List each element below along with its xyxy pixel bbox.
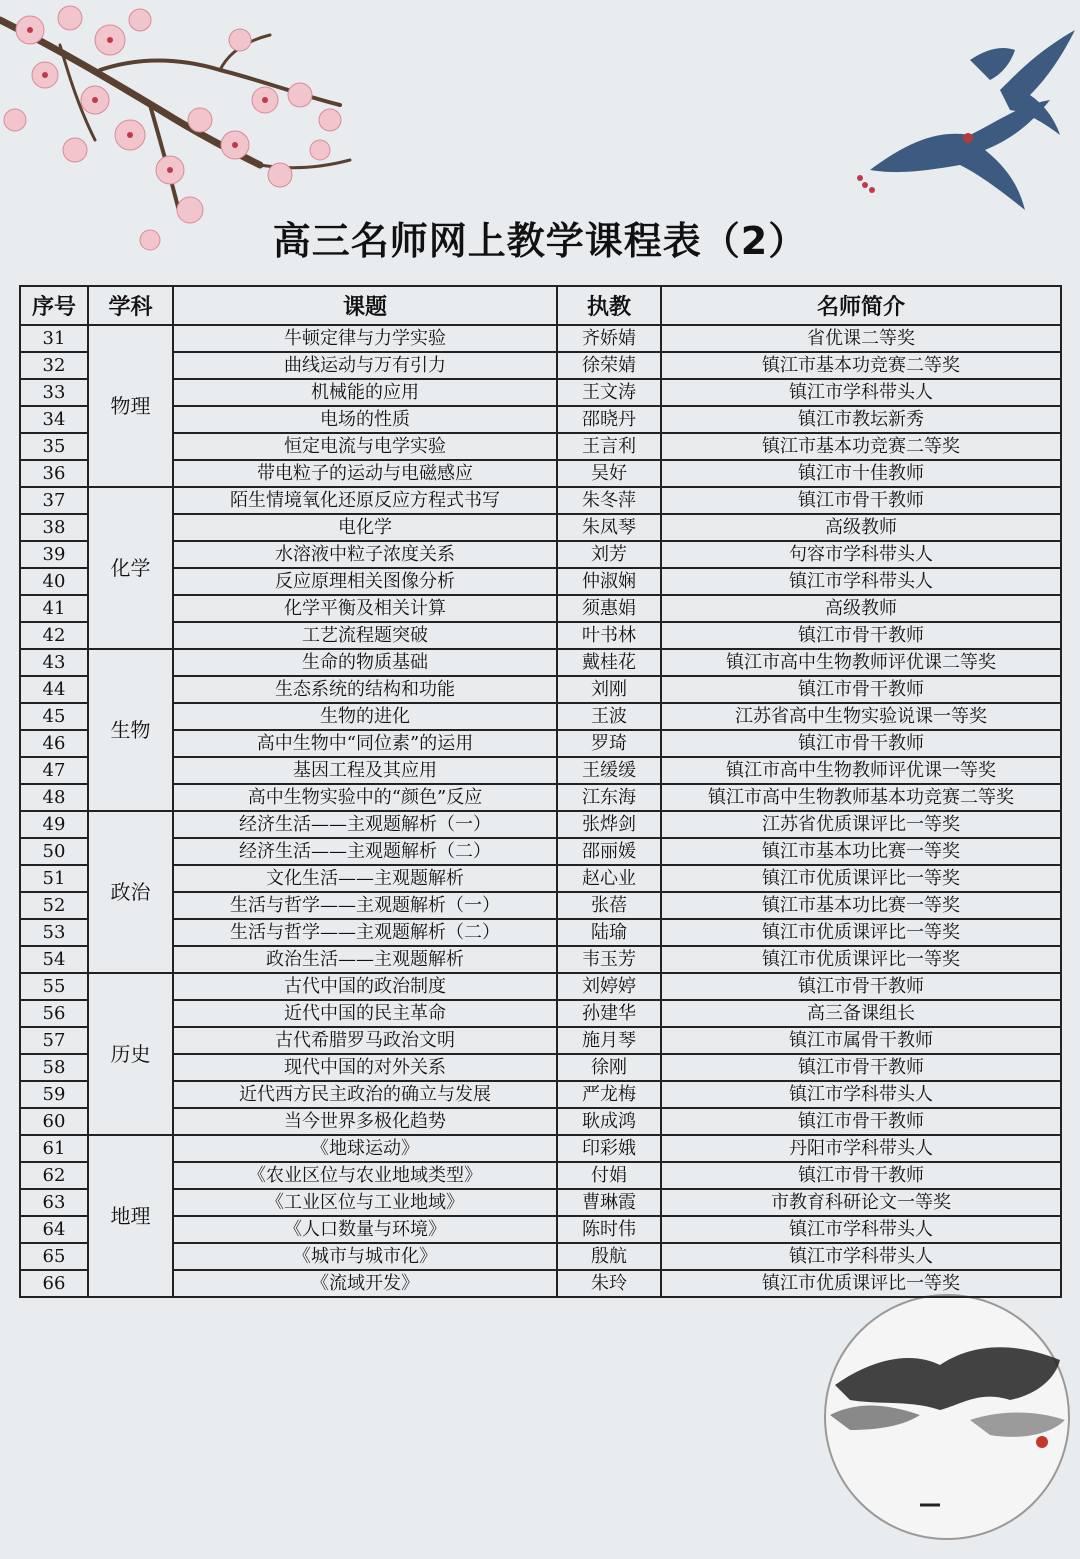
row-number: 38 xyxy=(20,514,88,541)
subject-cell: 生物 xyxy=(88,649,173,811)
teacher-cell: 付娟 xyxy=(557,1162,661,1189)
row-number: 48 xyxy=(20,784,88,811)
table-row xyxy=(20,406,1061,433)
table-row xyxy=(20,649,1061,676)
row-number: 50 xyxy=(20,838,88,865)
header-intro: 名师简介 xyxy=(661,286,1061,325)
teacher-cell: 刘芳 xyxy=(557,541,661,568)
intro-cell: 镇江市骨干教师 xyxy=(661,487,1061,514)
intro-cell: 江苏省优质课评比一等奖 xyxy=(661,811,1061,838)
row-number: 46 xyxy=(20,730,88,757)
intro-cell: 镇江市骨干教师 xyxy=(661,1108,1061,1135)
row-number: 44 xyxy=(20,676,88,703)
subject-cell: 化学 xyxy=(88,487,173,649)
topic-cell: 高中生物实验中的“颜色”反应 xyxy=(173,784,557,811)
topic-cell: 《流域开发》 xyxy=(173,1270,557,1297)
topic-cell: 机械能的应用 xyxy=(173,379,557,406)
intro-cell: 镇江市骨干教师 xyxy=(661,1054,1061,1081)
intro-cell: 镇江市优质课评比一等奖 xyxy=(661,946,1061,973)
table-row xyxy=(20,1216,1061,1243)
row-number: 37 xyxy=(20,487,88,514)
row-number: 56 xyxy=(20,1000,88,1027)
topic-cell: 生命的物质基础 xyxy=(173,649,557,676)
row-number: 63 xyxy=(20,1189,88,1216)
row-number: 36 xyxy=(20,460,88,487)
row-number: 49 xyxy=(20,811,88,838)
intro-cell: 句容市学科带头人 xyxy=(661,541,1061,568)
teacher-cell: 张蓓 xyxy=(557,892,661,919)
topic-cell: 水溶液中粒子浓度关系 xyxy=(173,541,557,568)
table-row xyxy=(20,811,1061,838)
teacher-cell: 王言利 xyxy=(557,433,661,460)
teacher-cell: 赵心业 xyxy=(557,865,661,892)
intro-cell: 镇江市高中生物教师评优课一等奖 xyxy=(661,757,1061,784)
table-row xyxy=(20,973,1061,1000)
teacher-cell: 罗琦 xyxy=(557,730,661,757)
topic-cell: 生态系统的结构和功能 xyxy=(173,676,557,703)
intro-cell: 镇江市教坛新秀 xyxy=(661,406,1061,433)
teacher-cell: 徐刚 xyxy=(557,1054,661,1081)
table-row xyxy=(20,433,1061,460)
topic-cell: 《农业区位与农业地域类型》 xyxy=(173,1162,557,1189)
row-number: 33 xyxy=(20,379,88,406)
intro-cell: 镇江市十佳教师 xyxy=(661,460,1061,487)
page-title: 高三名师网上教学课程表（2） xyxy=(272,219,808,263)
table-row xyxy=(20,1081,1061,1108)
topic-cell: 基因工程及其应用 xyxy=(173,757,557,784)
table-row xyxy=(20,487,1061,514)
topic-cell: 古代希腊罗马政治文明 xyxy=(173,1027,557,1054)
teacher-cell: 严龙梅 xyxy=(557,1081,661,1108)
topic-cell: 《人口数量与环境》 xyxy=(173,1216,557,1243)
table-row xyxy=(20,703,1061,730)
teacher-cell: 吴好 xyxy=(557,460,661,487)
table-row xyxy=(20,1270,1061,1297)
teacher-cell: 王波 xyxy=(557,703,661,730)
header-subject: 学科 xyxy=(88,286,173,325)
intro-cell: 镇江市学科带头人 xyxy=(661,568,1061,595)
row-number: 60 xyxy=(20,1108,88,1135)
table-row xyxy=(20,352,1061,379)
row-number: 59 xyxy=(20,1081,88,1108)
intro-cell: 镇江市骨干教师 xyxy=(661,622,1061,649)
intro-cell: 高级教师 xyxy=(661,514,1061,541)
table-row xyxy=(20,460,1061,487)
teacher-cell: 刘婷婷 xyxy=(557,973,661,1000)
teacher-cell: 徐荣婧 xyxy=(557,352,661,379)
intro-cell: 镇江市骨干教师 xyxy=(661,730,1061,757)
row-number: 64 xyxy=(20,1216,88,1243)
row-number: 32 xyxy=(20,352,88,379)
teacher-cell: 韦玉芳 xyxy=(557,946,661,973)
topic-cell: 古代中国的政治制度 xyxy=(173,973,557,1000)
row-number: 62 xyxy=(20,1162,88,1189)
row-number: 45 xyxy=(20,703,88,730)
table-row xyxy=(20,757,1061,784)
teacher-cell: 朱凤琴 xyxy=(557,514,661,541)
teacher-cell: 耿成鸿 xyxy=(557,1108,661,1135)
row-number: 34 xyxy=(20,406,88,433)
table-row xyxy=(20,568,1061,595)
table-row xyxy=(20,1108,1061,1135)
teacher-cell: 印彩娥 xyxy=(557,1135,661,1162)
intro-cell: 镇江市学科带头人 xyxy=(661,1081,1061,1108)
swallows-decoration xyxy=(850,20,1080,220)
subject-cell: 政治 xyxy=(88,811,173,973)
teacher-cell: 朱冬萍 xyxy=(557,487,661,514)
teacher-cell: 张烨剑 xyxy=(557,811,661,838)
intro-cell: 省优课二等奖 xyxy=(661,325,1061,352)
topic-cell: 带电粒子的运动与电磁感应 xyxy=(173,460,557,487)
teacher-cell: 殷航 xyxy=(557,1243,661,1270)
row-number: 43 xyxy=(20,649,88,676)
topic-cell: 牛顿定律与力学实验 xyxy=(173,325,557,352)
table-row xyxy=(20,730,1061,757)
teacher-cell: 邵晓丹 xyxy=(557,406,661,433)
intro-cell: 镇江市基本功竞赛二等奖 xyxy=(661,352,1061,379)
topic-cell: 《地球运动》 xyxy=(173,1135,557,1162)
intro-cell: 镇江市学科带头人 xyxy=(661,379,1061,406)
ink-landscape-decoration xyxy=(820,1290,1075,1545)
intro-cell: 高级教师 xyxy=(661,595,1061,622)
header-teacher: 执教 xyxy=(557,286,661,325)
teacher-cell: 王文涛 xyxy=(557,379,661,406)
table-row xyxy=(20,541,1061,568)
teacher-cell: 王缓缓 xyxy=(557,757,661,784)
row-number: 61 xyxy=(20,1135,88,1162)
topic-cell: 近代西方民主政治的确立与发展 xyxy=(173,1081,557,1108)
row-number: 40 xyxy=(20,568,88,595)
table-row xyxy=(20,892,1061,919)
row-number: 55 xyxy=(20,973,88,1000)
table-row xyxy=(20,919,1061,946)
course-schedule-table xyxy=(19,285,1062,1298)
table-row xyxy=(20,784,1061,811)
teacher-cell: 仲淑娴 xyxy=(557,568,661,595)
teacher-cell: 江东海 xyxy=(557,784,661,811)
header-topic: 课题 xyxy=(173,286,557,325)
table-row xyxy=(20,676,1061,703)
teacher-cell: 戴桂花 xyxy=(557,649,661,676)
intro-cell: 镇江市骨干教师 xyxy=(661,676,1061,703)
row-number: 39 xyxy=(20,541,88,568)
intro-cell: 镇江市学科带头人 xyxy=(661,1243,1061,1270)
topic-cell: 近代中国的民主革命 xyxy=(173,1000,557,1027)
subject-cell: 历史 xyxy=(88,973,173,1135)
topic-cell: 高中生物中“同位素”的运用 xyxy=(173,730,557,757)
topic-cell: 陌生情境氧化还原反应方程式书写 xyxy=(173,487,557,514)
intro-cell: 镇江市学科带头人 xyxy=(661,1216,1061,1243)
teacher-cell: 曹琳霞 xyxy=(557,1189,661,1216)
teacher-cell: 邵丽媛 xyxy=(557,838,661,865)
topic-cell: 化学平衡及相关计算 xyxy=(173,595,557,622)
table-row xyxy=(20,622,1061,649)
intro-cell: 镇江市骨干教师 xyxy=(661,1162,1061,1189)
table-row xyxy=(20,1135,1061,1162)
topic-cell: 电化学 xyxy=(173,514,557,541)
intro-cell: 镇江市优质课评比一等奖 xyxy=(661,1270,1061,1297)
row-number: 57 xyxy=(20,1027,88,1054)
topic-cell: 电场的性质 xyxy=(173,406,557,433)
topic-cell: 反应原理相关图像分析 xyxy=(173,568,557,595)
intro-cell: 镇江市基本功比赛一等奖 xyxy=(661,838,1061,865)
teacher-cell: 刘刚 xyxy=(557,676,661,703)
table-row xyxy=(20,838,1061,865)
topic-cell: 文化生活——主观题解析 xyxy=(173,865,557,892)
table-row xyxy=(20,1243,1061,1270)
teacher-cell: 叶书林 xyxy=(557,622,661,649)
intro-cell: 市教育科研论文一等奖 xyxy=(661,1189,1061,1216)
subject-cell: 地理 xyxy=(88,1135,173,1297)
intro-cell: 高三备课组长 xyxy=(661,1000,1061,1027)
teacher-cell: 陈时伟 xyxy=(557,1216,661,1243)
table-row xyxy=(20,325,1061,352)
table-header-row xyxy=(20,286,1061,325)
table-row xyxy=(20,1054,1061,1081)
row-number: 58 xyxy=(20,1054,88,1081)
table-row xyxy=(20,1027,1061,1054)
teacher-cell: 陆瑜 xyxy=(557,919,661,946)
intro-cell: 镇江市高中生物教师基本功竞赛二等奖 xyxy=(661,784,1061,811)
intro-cell: 镇江市基本功比赛一等奖 xyxy=(661,892,1061,919)
table-row xyxy=(20,1000,1061,1027)
topic-cell: 《城市与城市化》 xyxy=(173,1243,557,1270)
topic-cell: 生物的进化 xyxy=(173,703,557,730)
teacher-cell: 施月琴 xyxy=(557,1027,661,1054)
topic-cell: 恒定电流与电学实验 xyxy=(173,433,557,460)
teacher-cell: 朱玲 xyxy=(557,1270,661,1297)
topic-cell: 经济生活——主观题解析（一） xyxy=(173,811,557,838)
subject-cell: 物理 xyxy=(88,325,173,487)
row-number: 52 xyxy=(20,892,88,919)
teacher-cell: 齐娇婧 xyxy=(557,325,661,352)
topic-cell: 工艺流程题突破 xyxy=(173,622,557,649)
topic-cell: 政治生活——主观题解析 xyxy=(173,946,557,973)
table-row xyxy=(20,595,1061,622)
intro-cell: 丹阳市学科带头人 xyxy=(661,1135,1061,1162)
intro-cell: 镇江市骨干教师 xyxy=(661,973,1061,1000)
row-number: 47 xyxy=(20,757,88,784)
topic-cell: 《工业区位与工业地域》 xyxy=(173,1189,557,1216)
intro-cell: 镇江市属骨干教师 xyxy=(661,1027,1061,1054)
topic-cell: 曲线运动与万有引力 xyxy=(173,352,557,379)
intro-cell: 镇江市基本功竞赛二等奖 xyxy=(661,433,1061,460)
topic-cell: 经济生活——主观题解析（二） xyxy=(173,838,557,865)
row-number: 41 xyxy=(20,595,88,622)
intro-cell: 镇江市优质课评比一等奖 xyxy=(661,865,1061,892)
row-number: 65 xyxy=(20,1243,88,1270)
table-row xyxy=(20,946,1061,973)
topic-cell: 现代中国的对外关系 xyxy=(173,1054,557,1081)
teacher-cell: 孙建华 xyxy=(557,1000,661,1027)
teacher-cell: 须惠娟 xyxy=(557,595,661,622)
topic-cell: 当今世界多极化趋势 xyxy=(173,1108,557,1135)
row-number: 35 xyxy=(20,433,88,460)
topic-cell: 生活与哲学——主观题解析（一） xyxy=(173,892,557,919)
intro-cell: 镇江市优质课评比一等奖 xyxy=(661,919,1061,946)
row-number: 66 xyxy=(20,1270,88,1297)
row-number: 53 xyxy=(20,919,88,946)
topic-cell: 生活与哲学——主观题解析（二） xyxy=(173,919,557,946)
table-row xyxy=(20,1189,1061,1216)
row-number: 31 xyxy=(20,325,88,352)
row-number: 42 xyxy=(20,622,88,649)
row-number: 54 xyxy=(20,946,88,973)
row-number: 51 xyxy=(20,865,88,892)
table-row xyxy=(20,379,1061,406)
header-no: 序号 xyxy=(20,286,88,325)
table-row xyxy=(20,865,1061,892)
table-row xyxy=(20,1162,1061,1189)
table-row xyxy=(20,514,1061,541)
intro-cell: 镇江市高中生物教师评优课二等奖 xyxy=(661,649,1061,676)
intro-cell: 江苏省高中生物实验说课一等奖 xyxy=(661,703,1061,730)
